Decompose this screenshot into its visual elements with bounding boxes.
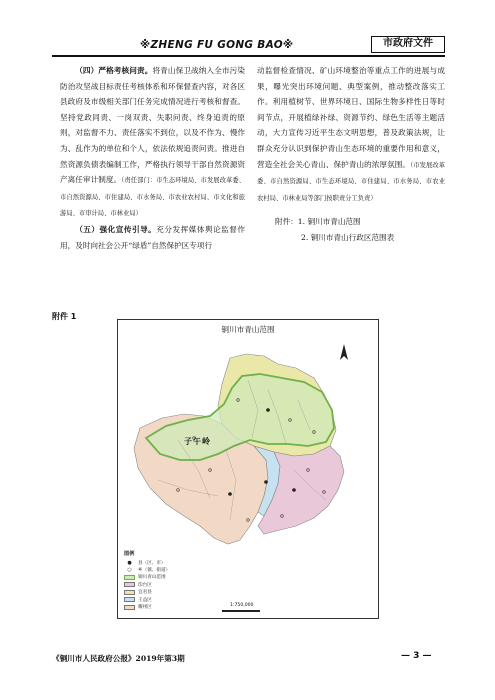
legend-title: 图例 bbox=[124, 551, 135, 557]
legend-label: 印台区 bbox=[138, 582, 152, 588]
paragraph-5-continued bbox=[257, 63, 445, 206]
legend-label: 宜君县 bbox=[138, 590, 152, 596]
left-column bbox=[60, 63, 245, 253]
legend-label: 县（区、市） bbox=[138, 560, 166, 566]
journal-title: ※ZHENG FU GONG BAO※ bbox=[140, 39, 294, 51]
legend-label: 耀州区 bbox=[138, 605, 152, 611]
attachment-2: 2. 铜川市青山行政区范围表 bbox=[301, 233, 395, 243]
map-scale: 1:750,000 bbox=[230, 603, 254, 608]
paragraph-5-body: 充分发挥媒体舆论监督作用，及时向社会公开“绿盾”自然保护区专项行 bbox=[60, 224, 245, 250]
legend-item bbox=[124, 596, 170, 603]
legend-label: 铜川青山范围 bbox=[138, 575, 166, 581]
section-badge: 市政府文件 bbox=[371, 36, 445, 53]
attachments-label: 附件： bbox=[275, 217, 298, 227]
legend-item bbox=[124, 574, 170, 581]
paragraph-4-note: （责任部门：市生态环境局、市发展改革委、市自然资源局、市住建局、市水务局、市农业农村局、市文化和旅游局、市审计局、市林业局） bbox=[60, 177, 245, 218]
paragraph-5 bbox=[60, 222, 245, 253]
figure-label: 附件 1 bbox=[52, 312, 77, 321]
legend-label: 王益区 bbox=[138, 597, 152, 603]
map-title: 铜川市青山范围 bbox=[221, 325, 275, 334]
township-icon: ○ bbox=[127, 567, 132, 574]
right-column bbox=[257, 63, 445, 246]
header-rule bbox=[52, 55, 445, 57]
legend-item bbox=[124, 559, 170, 566]
map-legend bbox=[124, 550, 170, 611]
legend-swatch bbox=[124, 605, 135, 610]
paragraph-4 bbox=[60, 63, 245, 222]
legend-item bbox=[124, 603, 170, 610]
attachment-1: 1. 铜川市青山范围 bbox=[297, 217, 361, 227]
scale-bar bbox=[222, 610, 260, 612]
paragraph-4-body: 将青山保卫战纳入全市污染防治攻坚战目标责任考核体系和环保督查内容，对各区县政府及市级相关部门任务完成情况进行考核和督查。坚持党政同责、一岗双责、失职问责、终身追责的原则，对监督不力、责任落实不到位，以及不作为、慢作为、乱作为的单位和个人，依法依规追责问责。推进自然资源负债表编制工作，严格执行领导干部自然资源资产离任审计制度。 bbox=[60, 66, 246, 185]
legend-item bbox=[124, 589, 170, 596]
county-seat-icon: ● bbox=[127, 559, 132, 566]
qingshan-map bbox=[117, 319, 379, 619]
legend-item bbox=[124, 581, 170, 588]
ridge-label: 子午岭 bbox=[184, 437, 211, 446]
legend-swatch bbox=[124, 582, 135, 587]
paragraph-5-note: （市发展改革委、市自然资源局、市生态环境局、市住建局、市水务局、市农业农村局、市林业局等部门按职责分工负责） bbox=[257, 161, 445, 202]
legend-swatch bbox=[124, 590, 135, 595]
paragraph-5-continued-body: 动监督检查情况、矿山环境整治等重点工作的进展与成果，曝光突出环境问题、典型案例，推动整改落实工作。利用植树节、世界环境日、国际生物多样性日等时间节点，开展植绿补绿、资源节约、绿色生活等主题活动，大力宣传习近平生态文明思想，普及政策法规，让群众充分认识到保护青山生态环境的重要作用和意义，营造全社会关心青山、保护青山的浓厚氛围。 bbox=[257, 66, 445, 169]
legend-swatch bbox=[124, 575, 135, 580]
north-arrow-icon bbox=[337, 342, 351, 366]
paragraph-5-heading: （五）强化宣传引导。 bbox=[75, 224, 157, 234]
page-number: — 3 — bbox=[401, 651, 432, 661]
footer-journal: 《铜川市人民政府公报》2019年第3期 bbox=[52, 654, 185, 663]
legend-label: 乡（镇、街道） bbox=[138, 568, 171, 574]
legend-item bbox=[124, 566, 170, 573]
attachments-list bbox=[257, 214, 445, 246]
paragraph-4-heading: （四）严格考核问责。 bbox=[75, 66, 153, 75]
legend-swatch bbox=[124, 597, 135, 602]
